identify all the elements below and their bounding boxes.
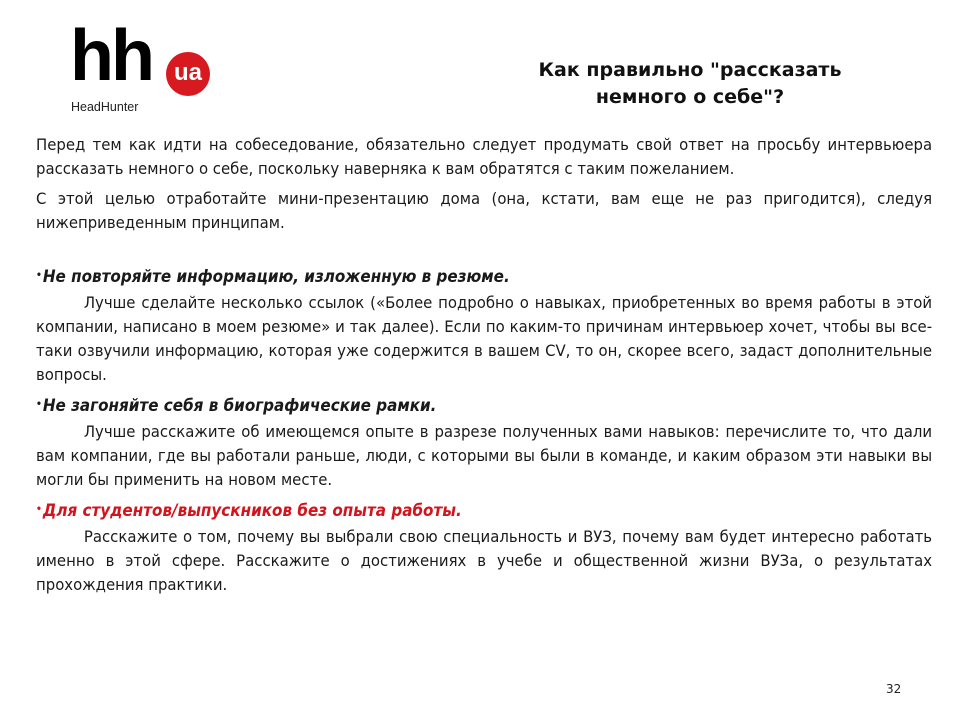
slide-body	[36, 133, 932, 597]
section-body-no-repeat: Лучше сделайте несколько ссылок («Более подробно о навыках, приобретенных во время работы в этой компании, написано в моем резюме» и так далее). Если по каким-то причинам интервьюер хочет, чтобы вы все-таки озвучили информацию, которая уже содержится в вашем CV, то он, скорее всего, задаст дополнительные вопросы.	[36, 293, 933, 384]
intro-paragraph-2: С этой целью отработайте мини-презентацию дома (она, кстати, вам еще не раз пригодится), следуя нижеприведенным принципам.	[36, 189, 933, 232]
section-body-students: Расскажите о том, почему вы выбрали свою специальность и ВУЗ, почему вам будет интересно работать именно в этой сфере. Расскажите о достижениях в учебе и общественной жизни ВУЗа, о результатах прохождения практики.	[36, 527, 933, 594]
section-heading-no-biography	[36, 393, 932, 418]
section-heading-students	[36, 498, 932, 523]
bullet-icon: •	[36, 270, 42, 281]
logo-brand-name: HeadHunter	[71, 100, 139, 114]
title-line-1: Как правильно "рассказать	[538, 59, 842, 81]
intro-paragraph-1: Перед тем как идти на собеседование, обязательно следует продумать свой ответ на просьбу интервьюера рассказать немного о себе, поскольку наверняка к вам обратятся с таким пожеланием.	[36, 135, 933, 178]
section-heading-no-repeat	[36, 264, 932, 289]
bullet-icon: •	[36, 504, 42, 515]
section-heading-text: Для студентов/выпускников без опыта работы.	[42, 501, 462, 520]
page-number: 32	[886, 682, 902, 696]
logo-ua-badge: ua	[166, 52, 210, 96]
slide-title	[470, 57, 910, 111]
bullet-icon: •	[36, 399, 42, 410]
logo-hh-text: hh	[70, 16, 152, 96]
headhunter-logo	[70, 16, 220, 114]
title-line-2: немного о себе"?	[595, 86, 785, 108]
section-heading-text: Не повторяйте информацию, изложенную в резюме.	[42, 267, 510, 286]
section-heading-text: Не загоняйте себя в биографические рамки.	[42, 396, 437, 415]
section-body-no-biography: Лучше расскажите об имеющемся опыте в разрезе полученных вами навыков: перечислите то, что дали вам компании, где вы работали раньше, люди, с которыми вы были в команде, и каким образом эти навыки вы могли бы применить на новом месте.	[36, 422, 933, 489]
